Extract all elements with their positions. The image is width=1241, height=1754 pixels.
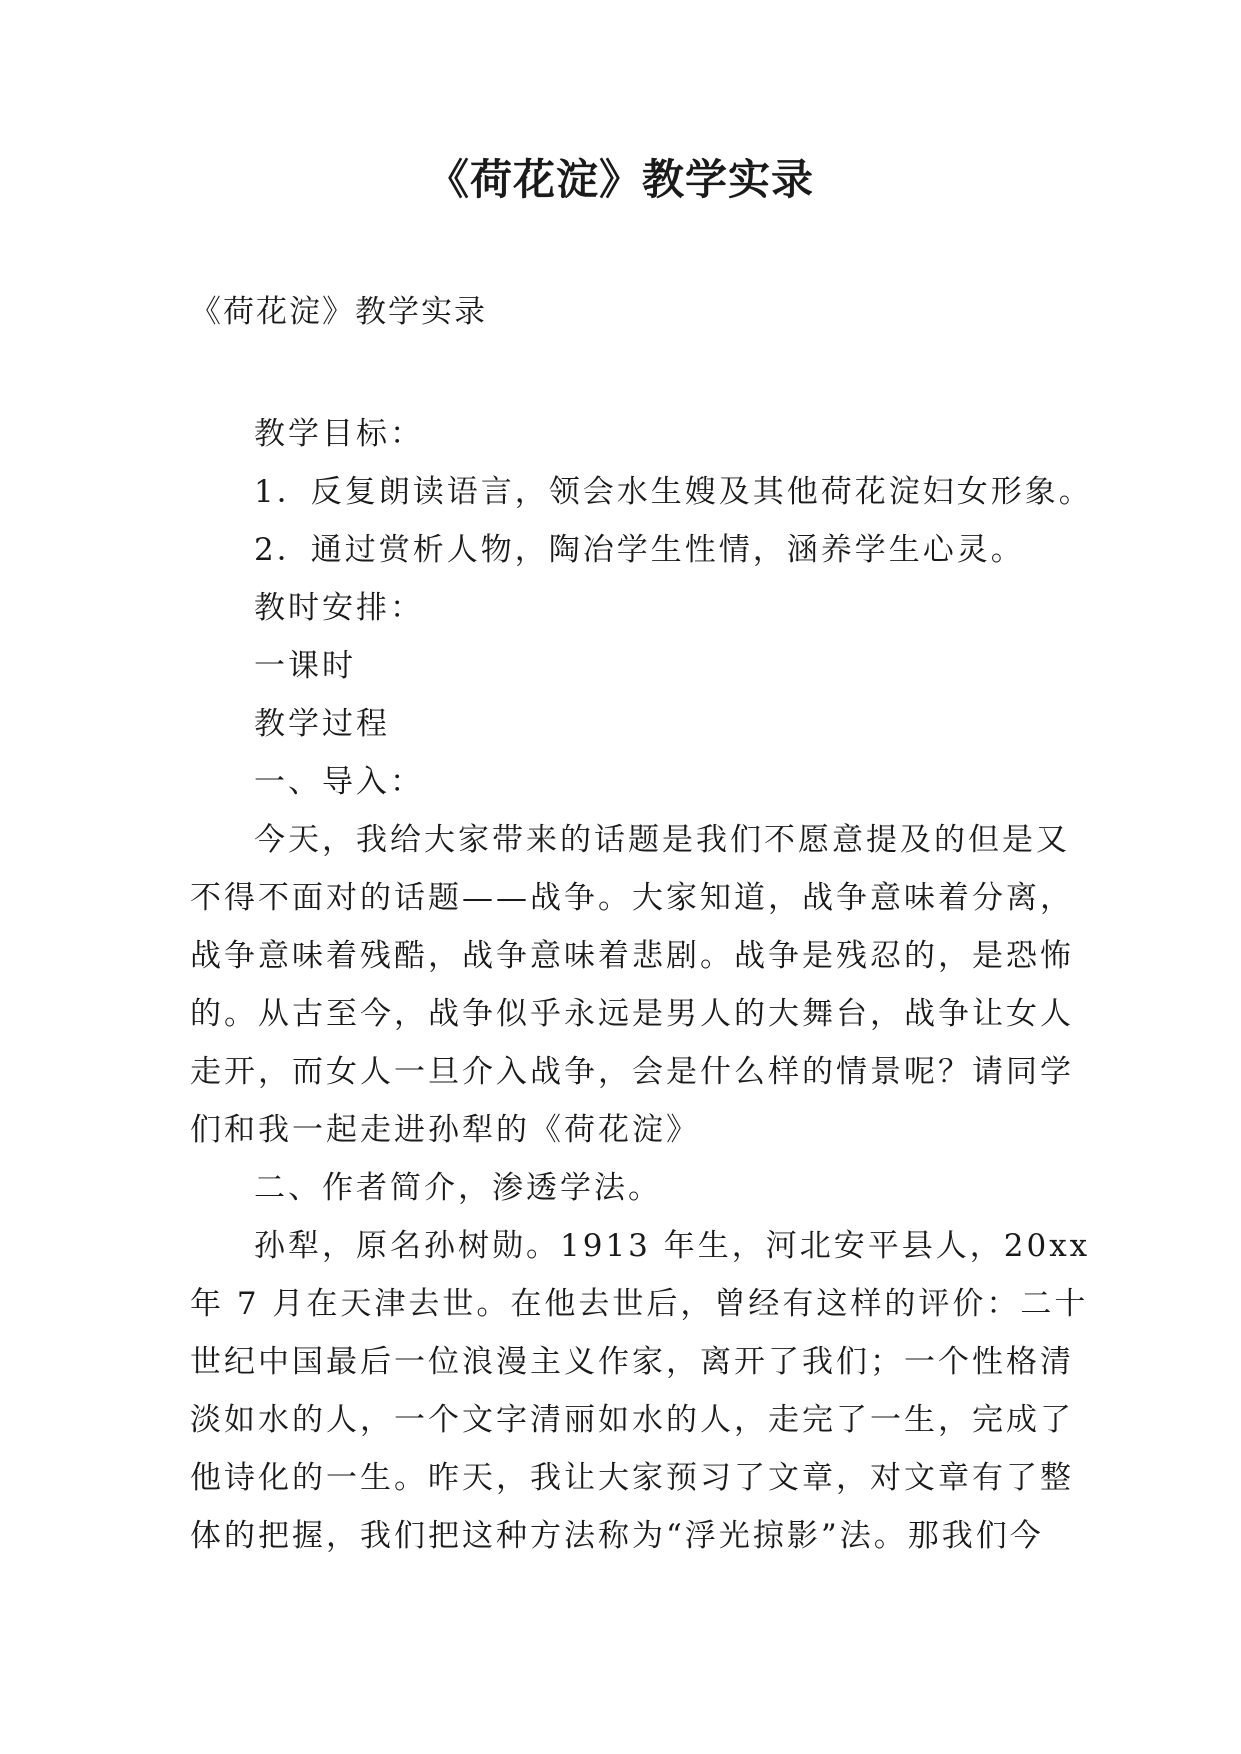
paragraph-line: 走开，而女人一旦介入战争，会是什么样的情景呢？请同学 — [190, 1054, 1074, 1090]
paragraph-line: 不得不面对的话题——战争。大家知道，战争意味着分离， — [190, 880, 1074, 916]
paragraph-line: 今天，我给大家带来的话题是我们不愿意提及的但是又 — [254, 822, 1070, 858]
document-body — [190, 405, 1093, 1565]
paragraph-line: 孙犁，原名孙树勋。1913 年生，河北安平县人，20xx — [254, 1228, 1091, 1264]
paragraph-line: 世纪中国最后一位浪漫主义作家，离开了我们；一个性格清 — [190, 1344, 1074, 1380]
section-heading-author: 二、作者简介，渗透学法。 — [254, 1170, 662, 1206]
section-heading-objectives: 教学目标： — [254, 416, 424, 452]
section-heading-schedule: 教时安排： — [254, 590, 424, 626]
paragraph-line: 他诗化的一生。昨天，我让大家预习了文章，对文章有了整 — [190, 1460, 1074, 1496]
paragraph-line: 淡如水的人，一个文字清丽如水的人，走完了一生，完成了 — [190, 1402, 1074, 1438]
objective-item-1: 1．反复朗读语言，领会水生嫂及其他荷花淀妇女形象。 — [254, 474, 1093, 510]
document-title: 《荷花淀》教学实录 — [426, 155, 814, 204]
paragraph-line: 们和我一起走进孙犁的《荷花淀》 — [190, 1112, 700, 1148]
paragraph-line: 体的把握，我们把这种方法称为“浮光掠影”法。那我们今 — [190, 1518, 1044, 1554]
schedule-value: 一课时 — [254, 648, 356, 684]
paragraph-line: 的。从古至今，战争似乎永远是男人的大舞台，战争让女人 — [190, 996, 1074, 1032]
document-subtitle: 《荷花淀》教学实录 — [190, 294, 487, 330]
section-heading-intro: 一、导入： — [254, 764, 424, 800]
paragraph-line: 战争意味着残酷，战争意味着悲剧。战争是残忍的，是恐怖 — [190, 938, 1074, 974]
objective-item-2: 2．通过赏析人物，陶冶学生性情，涵养学生心灵。 — [254, 532, 1025, 568]
section-heading-process: 教学过程 — [254, 706, 390, 742]
paragraph-line: 年 7 月在天津去世。在他去世后，曾经有这样的评价：二十 — [190, 1286, 1089, 1322]
